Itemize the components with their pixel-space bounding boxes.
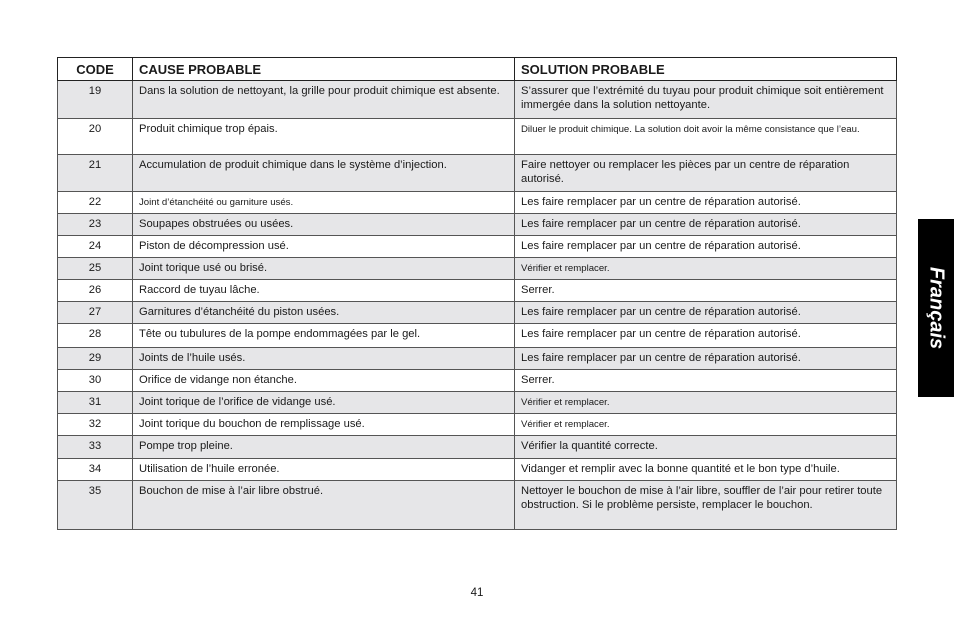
solution-cell: Vidanger et remplir avec la bonne quantité et le bon type d’huile. [515, 459, 897, 481]
solution-cell: Nettoyer le bouchon de mise à l’air libre, souffler de l’air pour retirer toute obstruction. Si le problème persiste, remplacer le bouchon. [515, 481, 897, 530]
table-row [58, 155, 897, 192]
table-row [58, 302, 897, 324]
troubleshooting-table [57, 57, 897, 530]
table-row [58, 192, 897, 214]
header-solution: SOLUTION PROBABLE [515, 58, 897, 81]
code-cell: 22 [58, 192, 133, 214]
cause-cell: Bouchon de mise à l’air libre obstrué. [133, 481, 515, 530]
code-cell: 32 [58, 414, 133, 436]
cause-cell: Joint torique de l’orifice de vidange usé. [133, 392, 515, 414]
solution-cell: Serrer. [515, 370, 897, 392]
page-number: 41 [470, 587, 484, 599]
cause-cell: Piston de décompression usé. [133, 236, 515, 258]
cause-cell: Tête ou tubulures de la pompe endommagées par le gel. [133, 324, 515, 348]
table-row [58, 81, 897, 119]
language-side-tab [918, 219, 954, 397]
table-row [58, 436, 897, 459]
solution-cell: Les faire remplacer par un centre de réparation autorisé. [515, 348, 897, 370]
code-cell: 31 [58, 392, 133, 414]
code-cell: 34 [58, 459, 133, 481]
solution-cell: Les faire remplacer par un centre de réparation autorisé. [515, 236, 897, 258]
cause-cell: Joint d’étanchéité ou garniture usés. [133, 192, 515, 214]
cause-cell: Accumulation de produit chimique dans le système d’injection. [133, 155, 515, 192]
solution-cell: Les faire remplacer par un centre de réparation autorisé. [515, 214, 897, 236]
solution-cell: Diluer le produit chimique. La solution doit avoir la même consistance que l’eau. [515, 119, 897, 155]
code-cell: 35 [58, 481, 133, 530]
code-cell: 28 [58, 324, 133, 348]
code-cell: 25 [58, 258, 133, 280]
cause-cell: Joint torique usé ou brisé. [133, 258, 515, 280]
code-cell: 19 [58, 81, 133, 119]
table-row [58, 459, 897, 481]
table-row [58, 324, 897, 348]
header-code: CODE [58, 58, 133, 81]
table-row [58, 214, 897, 236]
cause-cell: Utilisation de l’huile erronée. [133, 459, 515, 481]
solution-cell: Les faire remplacer par un centre de réparation autorisé. [515, 324, 897, 348]
code-cell: 26 [58, 280, 133, 302]
code-cell: 24 [58, 236, 133, 258]
cause-cell: Joint torique du bouchon de remplissage usé. [133, 414, 515, 436]
solution-cell: Les faire remplacer par un centre de réparation autorisé. [515, 302, 897, 324]
solution-cell: Vérifier et remplacer. [515, 414, 897, 436]
table-row [58, 392, 897, 414]
table-row [58, 481, 897, 530]
code-cell: 21 [58, 155, 133, 192]
code-cell: 23 [58, 214, 133, 236]
code-cell: 30 [58, 370, 133, 392]
solution-cell: Les faire remplacer par un centre de réparation autorisé. [515, 192, 897, 214]
header-cause: CAUSE PROBABLE [133, 58, 515, 81]
cause-cell: Raccord de tuyau lâche. [133, 280, 515, 302]
solution-cell: Vérifier la quantité correcte. [515, 436, 897, 459]
cause-cell: Produit chimique trop épais. [133, 119, 515, 155]
solution-cell: Faire nettoyer ou remplacer les pièces par un centre de réparation autorisé. [515, 155, 897, 192]
cause-cell: Soupapes obstruées ou usées. [133, 214, 515, 236]
solution-cell: S’assurer que l’extrémité du tuyau pour produit chimique soit entièrement immergée dans la solution nettoyante. [515, 81, 897, 119]
solution-cell: Vérifier et remplacer. [515, 392, 897, 414]
table-row [58, 414, 897, 436]
solution-cell: Serrer. [515, 280, 897, 302]
language-label: Français [925, 266, 948, 350]
code-cell: 20 [58, 119, 133, 155]
cause-cell: Dans la solution de nettoyant, la grille pour produit chimique est absente. [133, 81, 515, 119]
table-row [58, 280, 897, 302]
cause-cell: Orifice de vidange non étanche. [133, 370, 515, 392]
table-row [58, 236, 897, 258]
code-cell: 33 [58, 436, 133, 459]
code-cell: 27 [58, 302, 133, 324]
table-row [58, 348, 897, 370]
cause-cell: Joints de l’huile usés. [133, 348, 515, 370]
table-row [58, 258, 897, 280]
table-header-row [58, 58, 897, 81]
cause-cell: Pompe trop pleine. [133, 436, 515, 459]
code-cell: 29 [58, 348, 133, 370]
solution-cell: Vérifier et remplacer. [515, 258, 897, 280]
cause-cell: Garnitures d’étanchéité du piston usées. [133, 302, 515, 324]
table-row [58, 119, 897, 155]
table-row [58, 370, 897, 392]
